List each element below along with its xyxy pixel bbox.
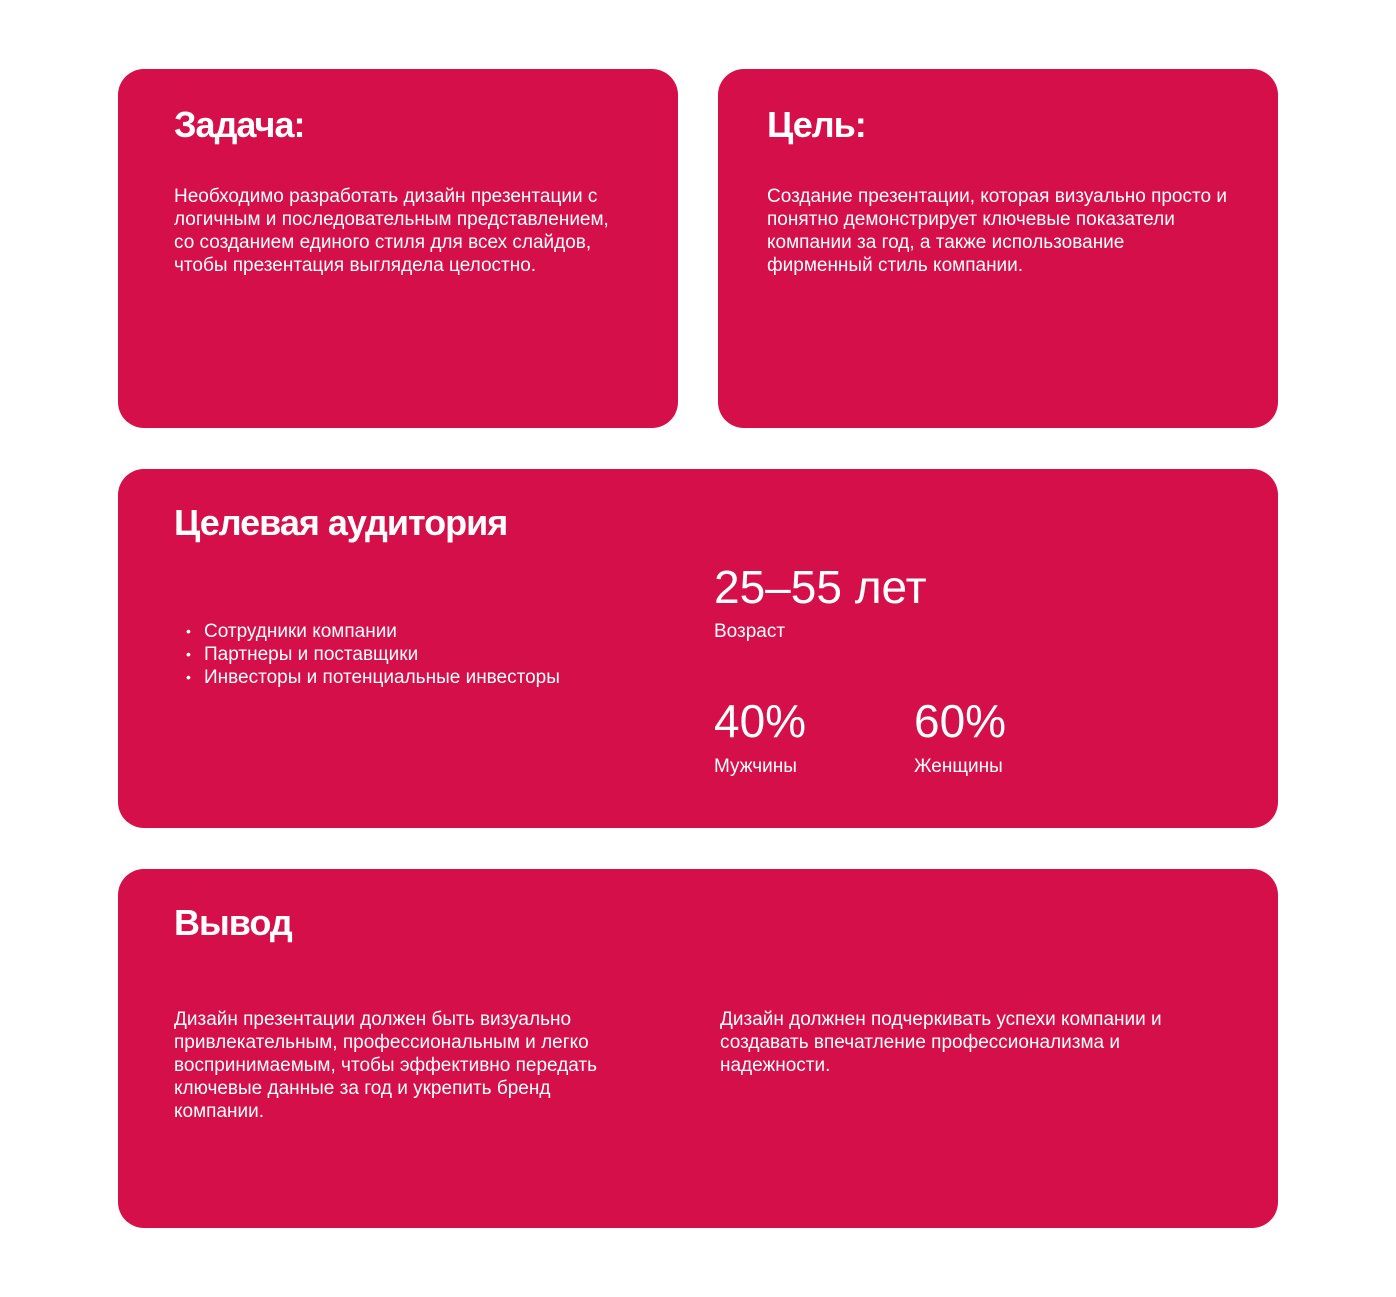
task-card: [118, 69, 678, 428]
bullet-dot-icon: •: [186, 623, 191, 639]
age-value: 25–55 лет: [714, 561, 927, 613]
task-text: Необходимо разработать дизайн презентации с логичным и последовательным представлением, со созданием единого стиля для всех слайдов, чтобы презентация выглядела целостно.: [174, 186, 609, 276]
task-title: Задача:: [174, 104, 305, 145]
age-label: Возраст: [714, 621, 786, 642]
bullet-dot-icon: •: [186, 646, 191, 662]
goal-text: Создание презентации, которая визуально просто и понятно демонстрирует ключевые показатели компании за год, а также использование фирменный стиль компании.: [767, 186, 1227, 276]
conclusion-text-left: Дизайн презентации должен быть визуально привлекательным, профессиональным и легко воспринимаемым, чтобы эффективно передать ключевые данные за год и укрепить бренд компании.: [174, 1009, 598, 1122]
list-item-label: Партнеры и поставщики: [204, 644, 419, 665]
bullet-dot-icon: •: [186, 669, 191, 685]
women-percent-value: 60%: [914, 695, 1007, 747]
list-item: [184, 643, 560, 666]
audience-card: [118, 469, 1278, 828]
audience-title: Целевая аудитория: [174, 502, 508, 543]
conclusion-card: [118, 869, 1278, 1228]
goal-title: Цель:: [767, 104, 866, 145]
list-item-label: Инвесторы и потенциальные инвесторы: [204, 667, 560, 688]
list-item: [184, 666, 560, 689]
list-item: [184, 620, 560, 643]
conclusion-text-right: Дизайн должнен подчеркивать успехи компании и создавать впечатление профессионализма и надежности.: [720, 1009, 1162, 1076]
goal-card: [718, 69, 1278, 428]
women-label: Женщины: [914, 756, 1003, 777]
men-percent-value: 40%: [714, 695, 807, 747]
audience-list: [184, 620, 560, 689]
list-item-label: Сотрудники компании: [204, 621, 397, 642]
men-label: Мужчины: [714, 756, 797, 777]
conclusion-title: Вывод: [174, 902, 292, 943]
